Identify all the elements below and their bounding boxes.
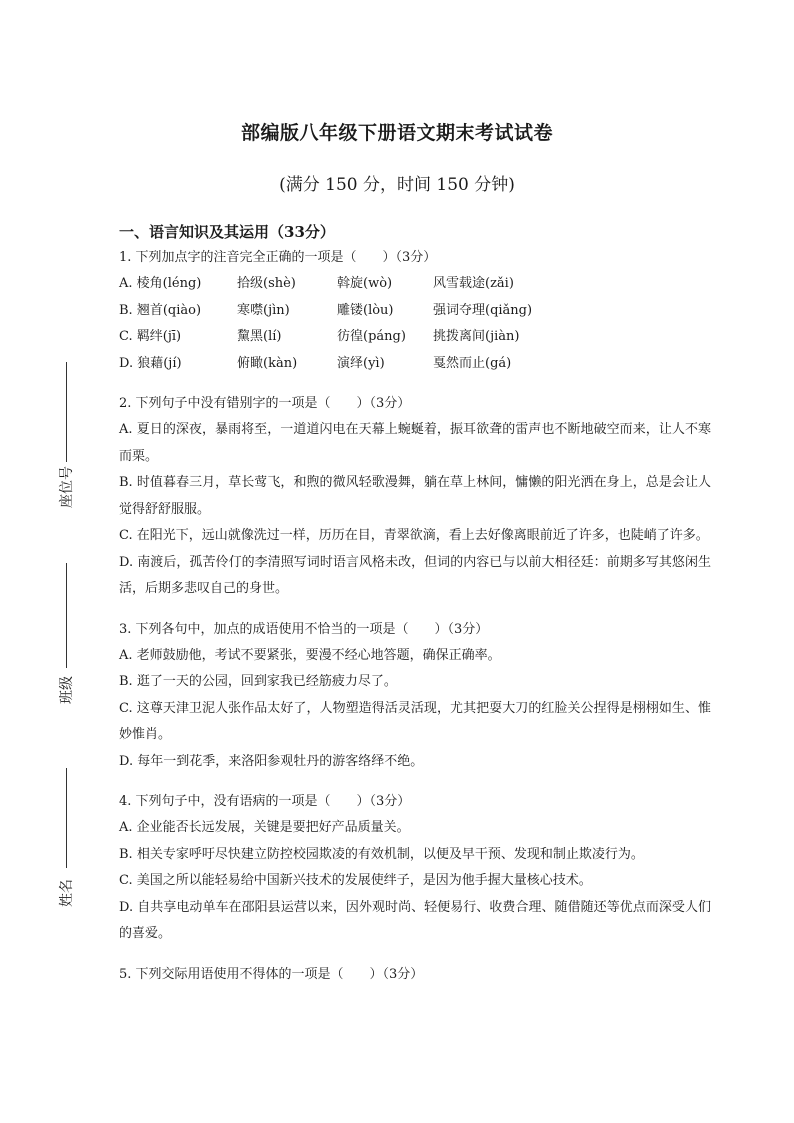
question-2-option-d: D. 南渡后，孤苦伶仃的李清照写词时语言风格未改，但词的内容已与以前大相径廷：前期多写其悠闲生活，后期多悲叹自己的身世。	[119, 554, 711, 596]
name-line	[66, 768, 67, 868]
option-item: 拾级(shè)	[237, 276, 296, 291]
seat-number-label: 座位号	[59, 466, 75, 508]
class-line	[66, 563, 67, 668]
option-item: 俯瞰(kàn)	[237, 355, 298, 371]
question-1-option-a	[119, 271, 711, 298]
question-4-option-c: C. 美国之所以能轻易给中国新兴技术的发展使绊子，是因为他手握大量核心技术。	[119, 873, 592, 888]
question-1-option-c	[119, 324, 711, 351]
question-1-stem: 1. 下列加点字的注音完全正确的一项是（ ）（3分）	[119, 250, 437, 265]
option-item: 斡旋(wò)	[337, 276, 393, 291]
option-item: 强词夺理(qiǎng)	[433, 302, 533, 318]
question-3-option-d: D. 每年一到花季，来洛阳参观牡丹的游客络绎不绝。	[119, 753, 424, 769]
option-item: D. 狼藉(jí)	[119, 355, 182, 371]
option-item: 寒噤(jìn)	[237, 302, 290, 318]
seat-number-line	[66, 362, 67, 462]
question-2-option-a: A. 夏日的深夜，暴雨将至，一道道闪电在天幕上蜿蜒着，振耳欲聋的雷声也不断地破空而来，让人不寒而栗。	[119, 422, 711, 464]
question-3-option-a: A. 老师鼓励他，考试不要紧张，要漫不经心地答题，确保正确率。	[119, 647, 501, 663]
question-5-stem: 5. 下列交际用语使用不得体的一项是（ ）（3分）	[119, 966, 424, 982]
question-3-stem: 3. 下列各句中，加点的成语使用不恰当的一项是（ ）（3分）	[119, 621, 489, 637]
option-item: 戛然而止(gá)	[433, 355, 512, 371]
question-4-option-b: B. 相关专家呼吁尽快建立防控校园欺凌的有效机制，以便及早干预、发现和制止欺凌行为。	[119, 846, 644, 862]
question-4-option-a: A. 企业能否长远发展，关键是要把好产品质量关。	[119, 820, 410, 835]
question-4-option-d: D. 自共享电动单车在邵阳县运营以来，因外观时尚、轻便易行、收费合理、随借随还等优点而深受人们的喜爱。	[119, 899, 711, 941]
section-heading: 一、语言知识及其运用（33分）	[119, 223, 335, 241]
option-item: 雕镂(lòu)	[337, 302, 394, 318]
question-2-option-b: B. 时值暮春三月，草长莺飞，和煦的微风轻歌漫舞，躺在草上林间，慵懒的阳光洒在身上，总是会让人觉得舒舒服服。	[119, 475, 711, 517]
option-item: C. 羁绊(jī)	[119, 329, 182, 344]
question-4-stem: 4. 下列句子中，没有语病的一项是（ ）（3分）	[119, 794, 411, 809]
option-item: A. 棱角(léng)	[119, 276, 202, 291]
option-item: 黧黑(lí)	[237, 329, 282, 344]
option-item: 演绎(yì)	[337, 355, 385, 371]
option-item: 彷徨(páng)	[337, 329, 406, 344]
exam-subtitle: (满分 150 分，时间 150 分钟)	[279, 175, 515, 195]
name-label: 姓名	[59, 879, 75, 907]
question-1-option-d	[119, 351, 711, 378]
exam-title: 部编版八年级下册语文期末考试试卷	[240, 122, 553, 144]
question-3-option-c: C. 这尊天津卫泥人张作品太好了，人物塑造得活灵活现，尤其把耍大刀的红脸关公捏得是栩栩如生、惟妙惟肖。	[119, 700, 711, 742]
question-1-option-b	[119, 298, 711, 325]
question-2-option-c: C. 在阳光下，远山就像洗过一样，历历在目，青翠欲滴，看上去好像离眼前近了许多，也陡峭了许多。	[119, 528, 709, 543]
option-item: 挑拨离间(jiàn)	[433, 329, 520, 344]
class-label: 班级	[59, 676, 75, 704]
option-item: 风雪载途(zǎi)	[433, 276, 514, 291]
exam-content	[119, 219, 711, 988]
option-item: B. 翘首(qiào)	[119, 302, 202, 318]
question-3-option-b: B. 逛了一天的公园，回到家我已经筋疲力尽了。	[119, 674, 397, 689]
question-2-stem: 2. 下列句子中没有错别字的一项是（ ）（3分）	[119, 396, 411, 411]
